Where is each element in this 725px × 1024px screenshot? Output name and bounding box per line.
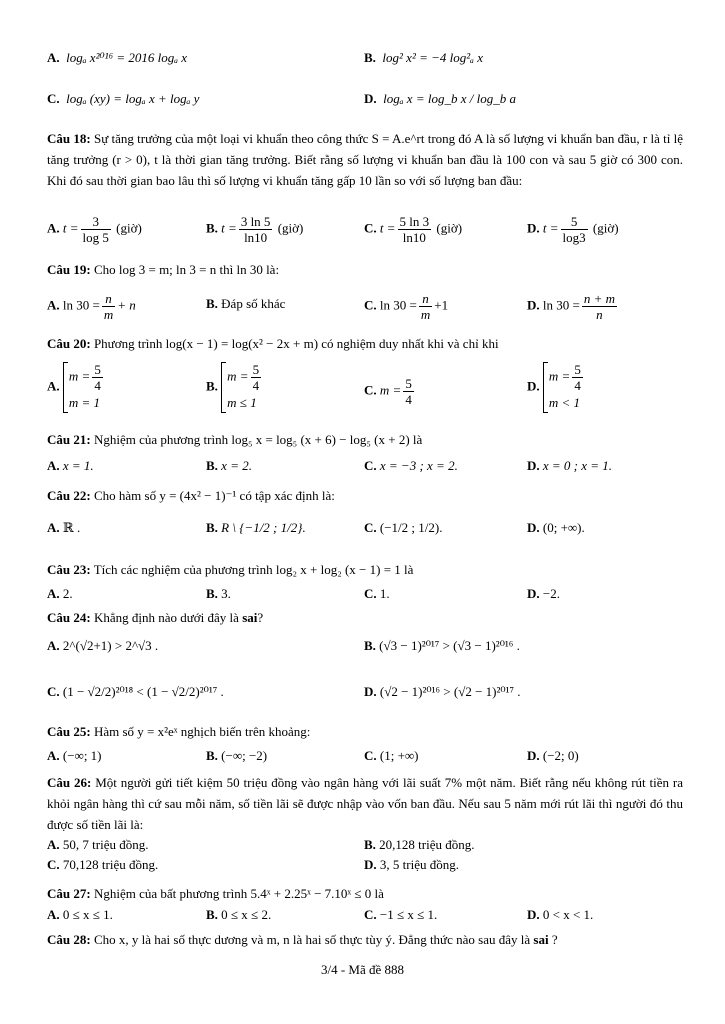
q21-option-c: C. x = −3 ; x = 2. bbox=[364, 458, 458, 473]
q26-option-c: C. 70,128 triệu đồng. bbox=[47, 857, 159, 872]
q18-option-c: C. t = $\frac{5 \ln 3}{\ln 10}$ (giờ) bbox=[364, 214, 463, 245]
q20-option-b: B. m = $\frac{5}{4}$ m ≤ 1 bbox=[206, 362, 263, 413]
q27-option-b: B. 0 ≤ x ≤ 2. bbox=[206, 907, 272, 922]
q18-option-b: B. t = $\frac{3 \ln 5}{\ln 10}$ (giờ) bbox=[206, 214, 304, 245]
q19-stem: Câu 19: Cho log 3 = m; ln 3 = n thì ln 30 là: bbox=[47, 262, 280, 277]
q24-option-c: C. (1 − √2/2)²⁰¹⁸ < (1 − √2/2)²⁰¹⁷ . bbox=[47, 684, 224, 699]
q20-stem: Câu 20: Phương trình log(x − 1) = log(x² − 2x + m) có nghiệm duy nhất khi và chỉ khi bbox=[47, 336, 499, 351]
q25-option-b: B. (−∞; −2) bbox=[206, 748, 268, 763]
q19-option-a: A. ln 30 = $\frac{n}{m}$ + n bbox=[47, 291, 136, 322]
q23-option-a: A. 2. bbox=[47, 586, 73, 601]
q21-option-a: A. x = 1. bbox=[47, 458, 94, 473]
q25-stem: Câu 25: Hàm số y = x²eˣ nghịch biến trên khoảng: bbox=[47, 724, 311, 739]
q27-option-a: A. 0 ≤ x ≤ 1. bbox=[47, 907, 113, 922]
q19-option-b: B. Đáp số khác bbox=[206, 296, 286, 311]
q26-stem: Câu 26: Một người gửi tiết kiệm 50 triệu đồng vào ngân hàng với lãi suất 7% một năm. Biết rằng nếu không rút tiền ra khỏi ngân hàng thì cứ sau mỗi năm, số tiền lãi sẽ được nhập vào vốn ban đầu. Nếu sau 5 năm mới rút lãi thì người đó thu được số tiền lãi là: bbox=[47, 775, 684, 832]
q25-option-c: C. (1; +∞) bbox=[364, 748, 419, 763]
q19-option-d: D. ln 30 = $\frac{n + m}{n}$ bbox=[527, 291, 616, 322]
q22-stem: Câu 22: Cho hàm số y = (4x² − 1)⁻¹ có tập xác định là: bbox=[47, 488, 335, 503]
q21-option-b: B. x = 2. bbox=[206, 458, 252, 473]
q18-option-d: D. t = $\frac{5}{\log 3}$ (giờ) bbox=[527, 214, 619, 245]
q22-option-c: C. (−1/2 ; 1/2). bbox=[364, 520, 443, 535]
q26-option-b: B. 20,128 triệu đồng. bbox=[364, 837, 475, 852]
q18-option-a: A. t = $\frac{3}{\log 5}$ (giờ) bbox=[47, 214, 142, 245]
q27-stem: Câu 27: Nghiệm của bất phương trình 5.4ˣ + 2.25ˣ − 7.10ˣ ≤ 0 là bbox=[47, 886, 384, 901]
q24-stem: Câu 24: Khẳng định nào dưới đây là sai? bbox=[47, 610, 264, 625]
q25-option-a: A. (−∞; 1) bbox=[47, 748, 102, 763]
q17-option-d: D. logₐ x = log_b x / log_b a bbox=[364, 91, 516, 106]
q26-option-d: D. 3, 5 triệu đồng. bbox=[364, 857, 459, 872]
q24-option-b: B. (√3 − 1)²⁰¹⁷ > (√3 − 1)²⁰¹⁶ . bbox=[364, 638, 520, 653]
q19-option-c: C. ln 30 = $\frac{n}{m}$ +1 bbox=[364, 291, 449, 322]
q27-option-d: D. 0 < x < 1. bbox=[527, 907, 594, 922]
q20-option-a: A. m = $\frac{5}{4}$ m = 1 bbox=[47, 362, 105, 413]
q27-option-c: C. −1 ≤ x ≤ 1. bbox=[364, 907, 438, 922]
q23-option-d: D. −2. bbox=[527, 586, 560, 601]
q21-stem: Câu 21: Nghiệm của phương trình log₅ x = log₅ (x + 6) − log₅ (x + 2) là bbox=[47, 432, 423, 447]
q24-option-d: D. (√2 − 1)²⁰¹⁶ > (√2 − 1)²⁰¹⁷ . bbox=[364, 684, 521, 699]
q20-option-c: C. m = $\frac{5}{4}$ bbox=[364, 376, 412, 407]
q24-option-a: A. 2^(√2+1) > 2^√3 . bbox=[47, 638, 159, 653]
q22-option-a: A. ℝ . bbox=[47, 520, 81, 535]
q25-option-d: D. (−2; 0) bbox=[527, 748, 579, 763]
q22-option-d: D. (0; +∞). bbox=[527, 520, 585, 535]
q20-option-d: D. m = $\frac{5}{4}$ m < 1 bbox=[527, 362, 585, 413]
q23-option-c: C. 1. bbox=[364, 586, 390, 601]
q22-option-b: B. R \ {−1/2 ; 1/2}. bbox=[206, 520, 306, 535]
q23-option-b: B. 3. bbox=[206, 586, 231, 601]
q18-stem: Câu 18: Sự tăng trưởng của một loại vi khuẩn theo công thức S = A.e^rt trong đó A là số lượng vi khuẩn ban đầu, r là tỉ lệ tăng trưởng (r > 0), t là thời gian tăng trưởng. Biết rằng số lượng vi khuẩn ban đầu là 100 con và sau 5 giờ có 300 con. Khi đó sau thời gian bao lâu thì số lượng vi khuẩn tăng gấp 10 lần so với số lượng ban đầu: bbox=[47, 131, 683, 188]
q17-option-b: B. log² x² = −4 log²ₐ x bbox=[364, 50, 483, 65]
q23-stem: Câu 23: Tích các nghiệm của phương trình log₂ x + log₂ (x − 1) = 1 là bbox=[47, 562, 414, 577]
q26-option-a: A. 50, 7 triệu đồng. bbox=[47, 837, 149, 852]
q17-option-a: A. logₐ x²⁰¹⁶ = 2016 logₐ x bbox=[47, 50, 188, 65]
q21-option-d: D. x = 0 ; x = 1. bbox=[527, 458, 613, 473]
q28-stem: Câu 28: Cho x, y là hai số thực dương và m, n là hai số thực tùy ý. Đẳng thức nào sau đây là sai ? bbox=[47, 932, 558, 947]
page-footer: 3/4 - Mã đề 888 bbox=[320, 962, 405, 977]
q17-option-c: C. logₐ (xy) = logₐ x + logₐ y bbox=[47, 91, 200, 106]
